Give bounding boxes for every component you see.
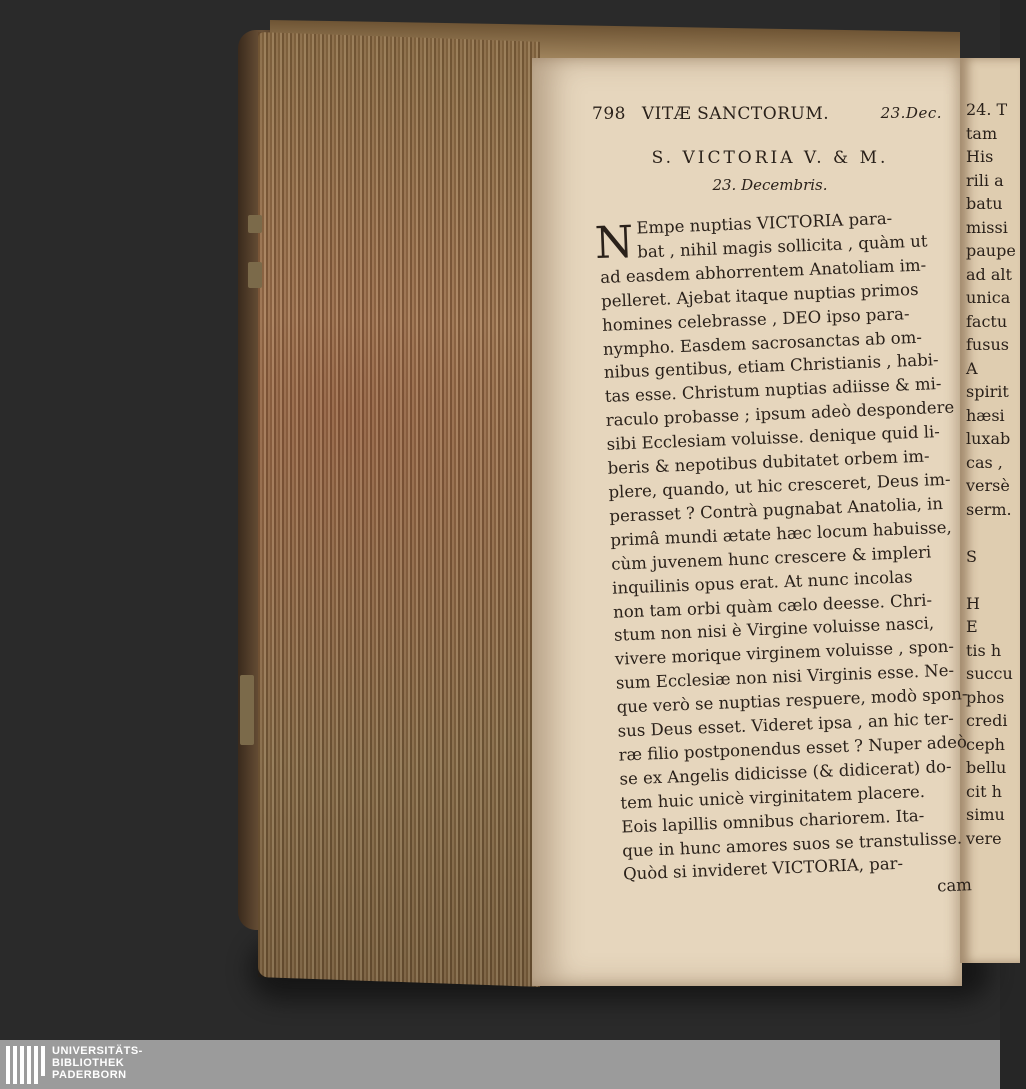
text-line: primâ mundi ætate hæc locum habuisse,: [610, 517, 953, 550]
text-line: homines celebrasse , DEO ipso para-: [601, 303, 910, 335]
text-line: pelleret. Ajebat itaque nuptias primos: [600, 279, 919, 311]
next-page-lines: [966, 98, 1026, 850]
next-page-line: paupe: [966, 241, 1016, 260]
library-name-line-2: BIBLIOTHEK: [52, 1057, 125, 1069]
next-page-line: credi: [966, 711, 1008, 730]
text-line: cùm juvenem hunc crescere & impleri: [610, 542, 932, 574]
running-head-date: 23.Dec.: [880, 104, 942, 122]
text-line: inquilinis opus erat. At nunc incolas: [611, 566, 913, 598]
text-line: nympho. Easdem sacrosanctas ab om-: [602, 327, 923, 359]
text-line: sus Deus esset. Videret ipsa , an hic ter-: [617, 708, 955, 741]
text-line: cam: [936, 875, 973, 896]
body-text: [594, 205, 973, 911]
text-line: stum non nisi è Virgine voluisse nasci,: [613, 613, 935, 646]
text-line: ad easdem abhorrentem Anatoliam im-: [599, 255, 927, 287]
next-page-line: unica: [966, 288, 1011, 307]
next-page-line: serm.: [966, 499, 1012, 519]
library-name-line-1: UNIVERSITÄTS-: [52, 1045, 143, 1057]
next-page-line: luxab: [966, 429, 1011, 448]
text-line: tas esse. Christum nuptias adiisse & mi-: [604, 374, 942, 407]
next-page-line: fusus: [966, 335, 1009, 354]
text-line: non tam orbi quàm cælo deesse. Chri-: [612, 589, 933, 622]
text-line: sum Ecclesiæ non nisi Virginis esse. Ne-: [615, 660, 955, 693]
text-line: raculo probasse ; ipsum adeò despondere: [605, 397, 955, 431]
next-page-line: His: [966, 147, 994, 166]
next-page-line: tis h: [966, 640, 1002, 660]
next-page-line: [966, 568, 1026, 592]
text-line: bat , nihil magis sollicita , quàm ut: [636, 231, 928, 262]
next-page-line: [966, 521, 1026, 545]
next-page-line: 24. T: [966, 100, 1008, 119]
next-page-line: succu: [966, 664, 1013, 683]
library-name: [52, 1045, 143, 1081]
text-line: beris & nepotibus dubitatet orbem im-: [607, 446, 930, 478]
text-line: que verò se nuptias respuere, modò spon-: [616, 684, 968, 717]
library-name-line-3: PADERBORN: [52, 1069, 127, 1081]
text-line: perasset ? Contrà pugnabat Anatolia, in: [609, 493, 944, 526]
text-line: Quòd si invideret VICTORIA, par-: [622, 854, 904, 884]
clasp-lower: [240, 675, 254, 745]
next-page-line: versè: [966, 476, 1010, 495]
library-footer-bar: [0, 1040, 1000, 1089]
next-page-line: factu: [966, 311, 1008, 331]
drop-capital: N: [594, 216, 635, 270]
text-line: Empe nuptias VICTORIA para-: [636, 208, 893, 238]
page-number: 798: [592, 104, 626, 124]
next-page-line: E: [966, 617, 978, 636]
next-page-line: H: [966, 593, 980, 613]
clasp-upper: [248, 215, 262, 233]
next-page-line: simu: [966, 805, 1005, 824]
next-page-text: [966, 98, 1026, 850]
next-page-line: batu: [966, 194, 1003, 213]
text-line: se ex Angelis didicisse (& didicerat) do-: [619, 756, 952, 789]
next-page-line: spirit: [966, 382, 1009, 401]
next-page-line: tam: [966, 123, 998, 143]
running-head-title: VITÆ SANCTORUM.: [641, 104, 830, 124]
text-line: tem huic unicè virginitatem placere.: [620, 781, 926, 813]
section-subtitle: 23. Decembris.: [712, 176, 828, 194]
text-line: que in hunc amores suos se transtulisse.: [621, 828, 963, 861]
text-line: Eois lapillis omnibus chariorem. Ita-: [621, 805, 925, 837]
next-page-line: vere: [966, 828, 1002, 848]
next-page-line: A: [966, 358, 978, 378]
text-lines: [598, 205, 972, 911]
next-page-line: S: [966, 546, 977, 566]
library-logo-icon: [6, 1046, 46, 1084]
text-line: nibus gentibus, etiam Christianis , habi-: [603, 350, 939, 383]
section-title: S. VICTORIA V. & M.: [651, 148, 889, 168]
text-line: sibi Ecclesiam voluisse. denique quid li-: [606, 422, 941, 454]
next-page-line: rili a: [966, 170, 1004, 190]
page-block-fore-edge: [258, 32, 540, 987]
next-page-line: cit h: [966, 781, 1002, 801]
text-line: vivere morique virginem voluisse , spon-: [614, 636, 955, 669]
clasp-middle: [248, 262, 262, 288]
text-line: plere, quando, ut hic cresceret, Deus im-: [608, 469, 951, 502]
text-line: ræ filio postponendus esset ? Nuper adeò: [618, 732, 968, 765]
next-page-line: missi: [966, 217, 1008, 237]
next-page-line: bellu: [966, 758, 1007, 777]
running-header: [592, 104, 942, 124]
next-page-line: ceph: [966, 734, 1005, 754]
next-page-line: cas ,: [966, 452, 1003, 472]
next-page-line: phos: [966, 687, 1005, 707]
next-page-line: ad alt: [966, 264, 1012, 284]
next-page-line: hæsi: [966, 405, 1005, 425]
